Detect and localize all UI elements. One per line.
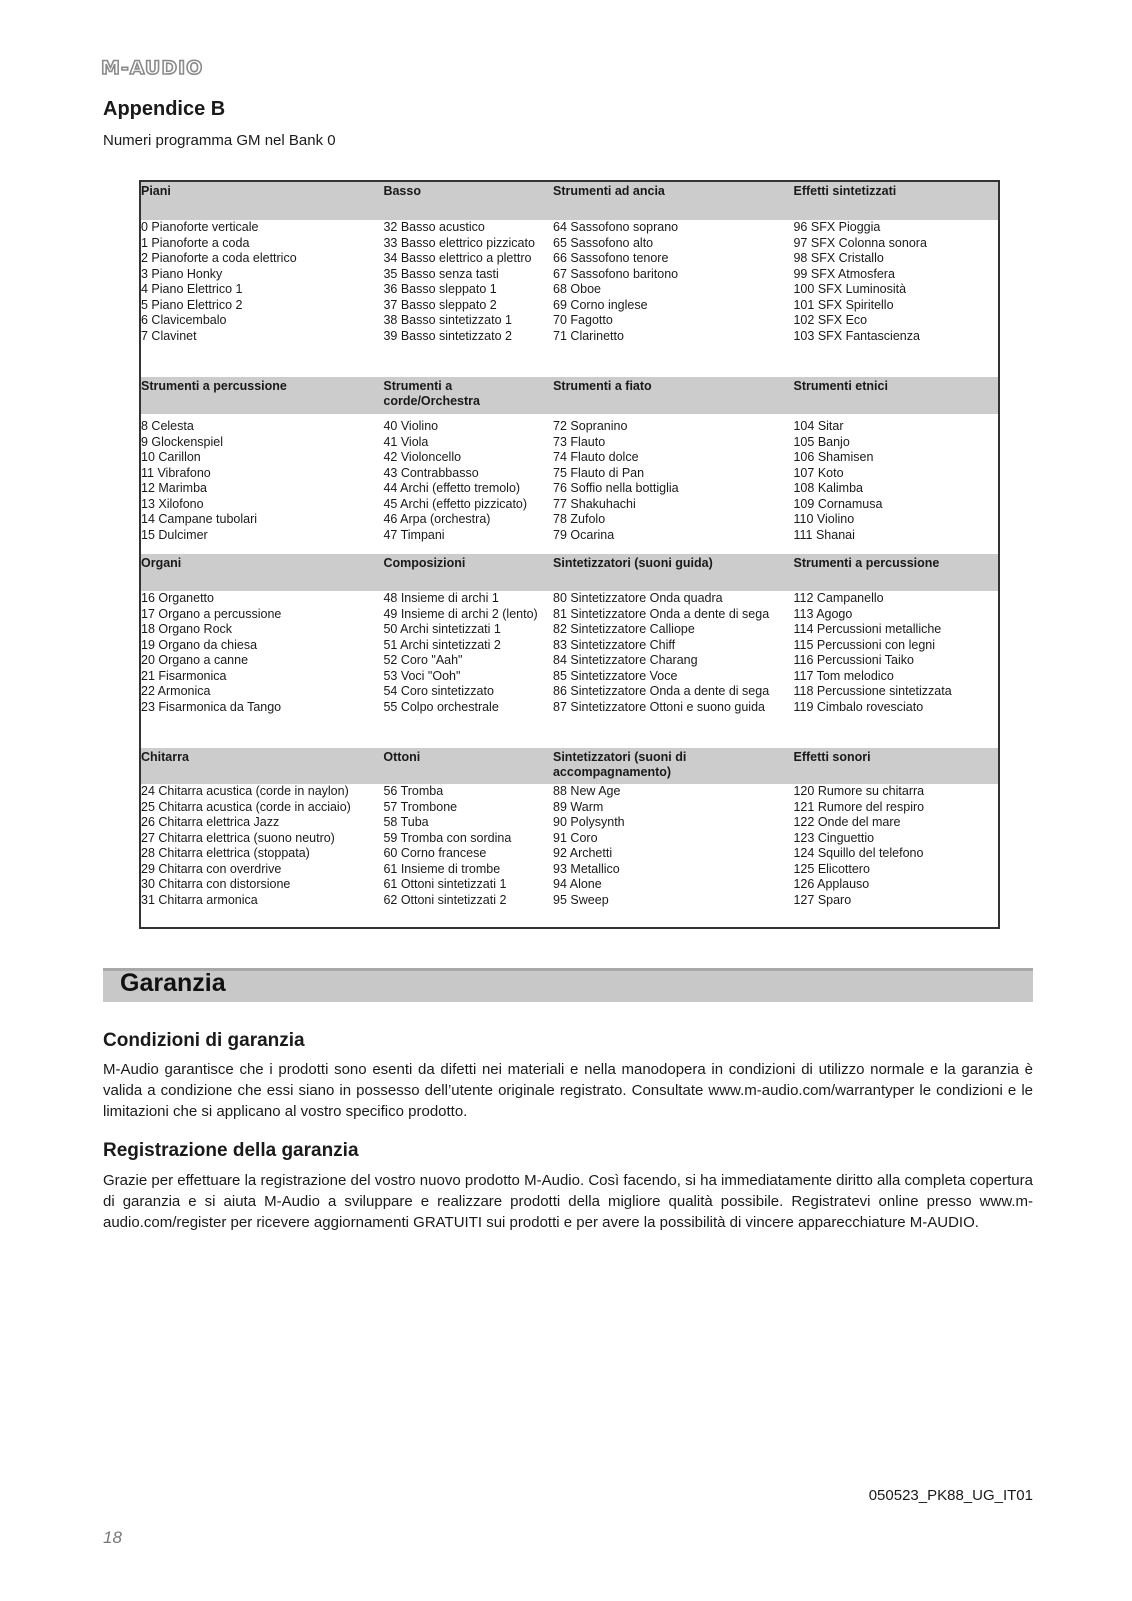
table-cell <box>141 591 383 748</box>
column-header: Chitarra <box>141 750 189 764</box>
list-item: 61 Insieme di trombe <box>383 861 501 876</box>
list-item: 89 Warm <box>553 799 604 814</box>
list-item: 90 Polysynth <box>553 815 625 829</box>
list-item: 8 Celesta <box>141 419 194 433</box>
list-item: 39 Basso sintetizzato 2 <box>383 328 512 343</box>
table-cell <box>793 591 998 748</box>
table-header-row <box>141 377 998 414</box>
list-item: 123 Cinguettio <box>793 830 875 845</box>
list-item: 1 Pianoforte a coda <box>141 235 250 250</box>
list-item: 32 Basso acustico <box>383 220 485 234</box>
section-title: Garanzia <box>120 969 226 997</box>
list-item: 70 Fagotto <box>553 313 613 327</box>
list-item: 99 SFX Atmosfera <box>793 266 895 281</box>
column-header: Organi <box>141 556 182 570</box>
list-item: 69 Corno inglese <box>553 297 648 312</box>
list-item: 44 Archi (effetto tremolo) <box>383 481 521 495</box>
table-cell <box>793 220 998 377</box>
list-item: 107 Koto <box>793 465 844 480</box>
list-item: 15 Dulcimer <box>141 527 208 542</box>
table-cell <box>553 784 793 924</box>
list-item: 9 Glockenspiel <box>141 434 223 449</box>
column-header: Strumenti a corde/Orchestra <box>383 379 480 408</box>
list-item: 28 Chitarra elettrica (stoppata) <box>141 846 310 860</box>
list-item: 47 Timpani <box>383 527 445 542</box>
table-section-chitarra <box>141 748 998 924</box>
list-item: 33 Basso elettrico pizzicato <box>383 235 535 250</box>
table-cell <box>553 220 793 377</box>
conditions-heading: Condizioni di garanzia <box>103 1030 305 1051</box>
table-cell <box>383 784 553 924</box>
table-header-row <box>141 182 998 220</box>
list-item: 16 Organetto <box>141 591 214 605</box>
table-section-organi <box>141 554 998 748</box>
list-item: 53 Voci "Ooh" <box>383 668 461 683</box>
list-item: 74 Flauto dolce <box>553 450 639 464</box>
list-item: 104 Sitar <box>793 419 844 433</box>
table-header-row <box>141 748 998 784</box>
table-section-percussione <box>141 377 998 554</box>
list-item: 59 Tromba con sordina <box>383 830 512 845</box>
list-item: 71 Clarinetto <box>553 328 624 343</box>
table-body-row <box>141 220 998 377</box>
table-body-row <box>141 784 998 924</box>
list-item: 13 Xilofono <box>141 496 204 511</box>
column-header: Effetti sonori <box>793 750 871 764</box>
list-item: 119 Cimbalo rovesciato <box>793 699 924 714</box>
list-item: 88 New Age <box>553 784 621 798</box>
m-audio-logo: M-AUDIO <box>101 57 204 79</box>
appendix-subtitle: Numeri programma GM nel Bank 0 <box>103 132 336 149</box>
list-item: 29 Chitarra con overdrive <box>141 861 282 876</box>
list-item: 79 Ocarina <box>553 527 615 542</box>
list-item: 111 Shanai <box>793 527 855 542</box>
list-item: 94 Alone <box>553 877 602 891</box>
list-item: 25 Chitarra acustica (corde in acciaio) <box>141 799 351 814</box>
list-item: 85 Sintetizzatore Voce <box>553 668 678 683</box>
column-header: Effetti sintetizzati <box>793 184 897 198</box>
list-item: 101 SFX Spiritello <box>793 297 894 312</box>
list-item: 126 Applauso <box>793 877 870 891</box>
list-item: 105 Banjo <box>793 434 850 449</box>
list-item: 60 Corno francese <box>383 846 487 860</box>
list-item: 100 SFX Luminosità <box>793 282 907 296</box>
list-item: 40 Violino <box>383 419 439 433</box>
section-banner <box>103 968 1033 1002</box>
table-cell <box>141 419 383 554</box>
list-item: 67 Sassofono baritono <box>553 266 679 281</box>
list-item: 21 Fisarmonica <box>141 668 227 683</box>
list-item: 30 Chitarra con distorsione <box>141 877 291 891</box>
list-item: 102 SFX Eco <box>793 313 868 327</box>
list-item: 18 Organo Rock <box>141 622 233 636</box>
list-item: 0 Pianoforte verticale <box>141 220 259 234</box>
list-item: 35 Basso senza tasti <box>383 266 499 281</box>
list-item: 51 Archi sintetizzati 2 <box>383 637 501 652</box>
list-item: 87 Sintetizzatore Ottoni e suono guida <box>553 699 765 714</box>
list-item: 2 Pianoforte a coda elettrico <box>141 251 297 265</box>
list-item: 93 Metallico <box>553 861 620 876</box>
list-item: 19 Organo da chiesa <box>141 637 258 652</box>
table-body-row <box>141 591 998 748</box>
list-item: 103 SFX Fantascienza <box>793 328 920 343</box>
list-item: 127 Sparo <box>793 892 852 907</box>
list-item: 96 SFX Pioggia <box>793 220 881 234</box>
conditions-paragraph: M-Audio garantisce che i prodotti sono esenti da difetti nei materiali e nella manodopera in condizioni di utilizzo normale e la garanzia è valida a condizione che essi siano in possesso dell’utente originale registrato. Consultate www.m-audio.com/warrantyper le condizioni e le limitazioni che si applicano al vostro specifico prodotto. <box>103 1061 1033 1120</box>
list-item: 12 Marimba <box>141 481 207 495</box>
list-item: 17 Organo a percussione <box>141 606 282 621</box>
registration-paragraph: Grazie per effettuare la registrazione del vostro nuovo prodotto M-Audio. Così facendo, si ha immediatamente diritto alla completa copertura di garanzia e si aiuta M-Audio a sviluppare e realizzare prodotti della migliore qualità possibile. Registratevi online presso www.m-audio.com/register per ricevere aggiornamenti GRATUITI sui prodotti e per avere la possibilità di vincere apparecchiature M-AUDIO. <box>103 1172 1033 1231</box>
table-cell <box>553 419 793 554</box>
list-item: 26 Chitarra elettrica Jazz <box>141 815 280 829</box>
column-header: Strumenti a percussione <box>793 556 940 570</box>
list-item: 95 Sweep <box>553 892 609 907</box>
list-item: 68 Oboe <box>553 282 602 296</box>
list-item: 22 Armonica <box>141 684 211 698</box>
list-item: 66 Sassofono tenore <box>553 251 669 265</box>
column-header: Piani <box>141 184 171 198</box>
table-cell <box>141 220 383 377</box>
list-item: 37 Basso sleppato 2 <box>383 297 497 312</box>
list-item: 6 Clavicembalo <box>141 313 227 327</box>
list-item: 38 Basso sintetizzato 1 <box>383 313 512 327</box>
column-header: Basso <box>383 184 421 198</box>
list-item: 82 Sintetizzatore Calliope <box>553 622 695 636</box>
list-item: 7 Clavinet <box>141 328 197 343</box>
list-item: 49 Insieme di archi 2 (lento) <box>383 606 538 621</box>
list-item: 4 Piano Elettrico 1 <box>141 282 243 296</box>
list-item: 75 Flauto di Pan <box>553 465 645 480</box>
list-item: 57 Trombone <box>383 799 458 814</box>
list-item: 3 Piano Honky <box>141 266 223 281</box>
list-item: 34 Basso elettrico a plettro <box>383 251 532 265</box>
column-header: Sintetizzatori (suoni di accompagnamento) <box>552 750 687 779</box>
document-code: 050523_PK88_UG_IT01 <box>868 1487 1033 1504</box>
list-item: 64 Sassofono soprano <box>553 220 679 234</box>
column-header: Ottoni <box>383 750 421 764</box>
list-item: 14 Campane tubolari <box>141 512 258 526</box>
column-header: Sintetizzatori (suoni guida) <box>553 556 713 570</box>
gm-program-table <box>139 180 1000 929</box>
list-item: 11 Vibrafono <box>141 465 211 480</box>
list-item: 125 Elicottero <box>793 861 870 876</box>
list-item: 56 Tromba <box>383 784 444 798</box>
table-cell <box>141 784 383 924</box>
list-item: 45 Archi (effetto pizzicato) <box>383 496 528 511</box>
list-item: 84 Sintetizzatore Charang <box>553 653 698 667</box>
list-item: 81 Sintetizzatore Onda a dente di sega <box>553 606 770 621</box>
list-item: 43 Contrabbasso <box>383 465 479 480</box>
list-item: 110 Violino <box>793 512 855 526</box>
list-item: 121 Rumore del respiro <box>793 799 925 814</box>
list-item: 80 Sintetizzatore Onda quadra <box>553 591 723 605</box>
list-item: 116 Percussioni Taiko <box>793 653 914 667</box>
column-header: Strumenti a percussione <box>141 379 287 393</box>
list-item: 23 Fisarmonica da Tango <box>141 699 282 714</box>
list-item: 77 Shakuhachi <box>553 496 636 511</box>
list-item: 114 Percussioni metalliche <box>793 622 942 636</box>
table-cell <box>383 591 553 748</box>
list-item: 98 SFX Cristallo <box>793 251 884 265</box>
list-item: 27 Chitarra elettrica (suono neutro) <box>141 830 335 845</box>
column-header: Strumenti ad ancia <box>553 184 665 198</box>
table-section-piani <box>141 182 998 377</box>
list-item: 109 Cornamusa <box>793 496 883 511</box>
list-item: 24 Chitarra acustica (corde in naylon) <box>141 784 349 798</box>
table-cell <box>793 784 998 924</box>
column-header: Strumenti a fiato <box>553 379 652 393</box>
table-cell <box>793 419 998 554</box>
list-item: 120 Rumore su chitarra <box>793 784 925 798</box>
list-item: 65 Sassofono alto <box>553 235 654 250</box>
table-cell <box>553 591 793 748</box>
list-item: 10 Carillon <box>141 450 201 464</box>
list-item: 42 Violoncello <box>383 450 462 464</box>
table-cell <box>383 220 553 377</box>
table-body-row <box>141 414 998 554</box>
page-number: 18 <box>103 1528 122 1547</box>
list-item: 91 Coro <box>553 830 598 845</box>
list-item: 5 Piano Elettrico 2 <box>141 297 243 312</box>
list-item: 20 Organo a canne <box>141 653 249 667</box>
registration-heading: Registrazione della garanzia <box>103 1140 359 1161</box>
list-item: 41 Viola <box>383 434 429 449</box>
table-cell <box>383 419 553 554</box>
list-item: 78 Zufolo <box>553 512 606 526</box>
list-item: 62 Ottoni sintetizzati 2 <box>383 892 507 907</box>
list-item: 115 Percussioni con legni <box>793 637 936 652</box>
list-item: 118 Percussione sintetizzata <box>793 684 952 698</box>
list-item: 76 Soffio nella bottiglia <box>553 481 679 495</box>
list-item: 48 Insieme di archi 1 <box>383 591 499 605</box>
list-item: 112 Campanello <box>793 591 884 605</box>
appendix-title: Appendice B <box>103 98 226 120</box>
list-item: 54 Coro sintetizzato <box>383 684 494 698</box>
list-item: 58 Tuba <box>383 815 429 829</box>
list-item: 73 Flauto <box>553 434 606 449</box>
list-item: 55 Colpo orchestrale <box>383 699 499 714</box>
list-item: 61 Ottoni sintetizzati 1 <box>383 877 507 891</box>
list-item: 50 Archi sintetizzati 1 <box>383 622 501 636</box>
list-item: 108 Kalimba <box>793 481 863 495</box>
list-item: 124 Squillo del telefono <box>793 846 924 860</box>
list-item: 113 Agogo <box>793 606 853 621</box>
list-item: 83 Sintetizzatore Chiff <box>553 637 676 652</box>
list-item: 46 Arpa (orchestra) <box>383 512 491 526</box>
table-header-row <box>141 554 998 591</box>
list-item: 122 Onde del mare <box>793 815 901 829</box>
list-item: 86 Sintetizzatore Onda a dente di sega <box>553 684 770 698</box>
column-header: Composizioni <box>383 556 466 570</box>
list-item: 97 SFX Colonna sonora <box>793 235 927 250</box>
list-item: 92 Archetti <box>553 846 613 860</box>
list-item: 72 Sopranino <box>553 419 628 433</box>
list-item: 117 Tom melodico <box>793 668 894 683</box>
list-item: 31 Chitarra armonica <box>141 892 258 907</box>
list-item: 106 Shamisen <box>793 450 874 464</box>
list-item: 52 Coro "Aah" <box>383 653 463 667</box>
list-item: 36 Basso sleppato 1 <box>383 282 497 296</box>
column-header: Strumenti etnici <box>793 379 888 393</box>
